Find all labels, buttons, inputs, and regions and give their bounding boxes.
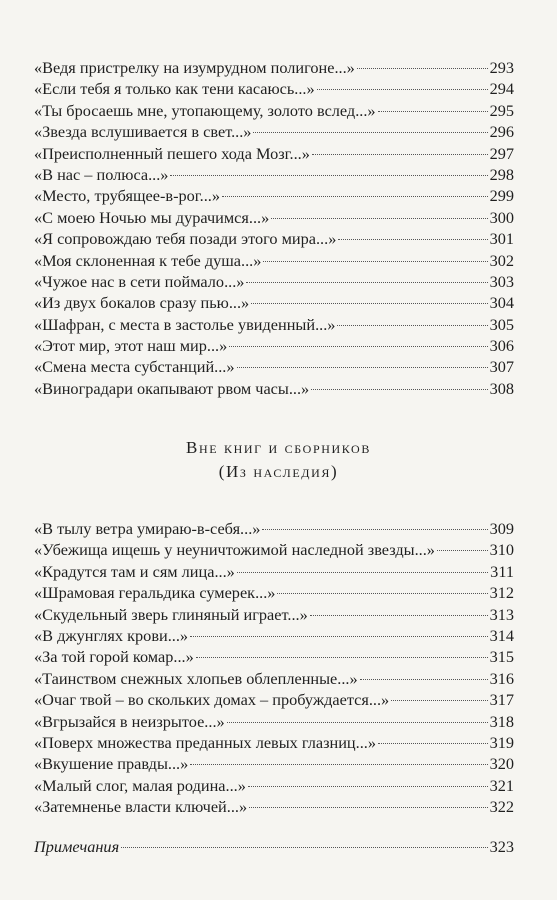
toc-entry-title: Примечания (34, 837, 120, 856)
toc-entry[interactable] (34, 378, 514, 399)
toc-entry[interactable] (34, 314, 514, 335)
toc-entry-title: «Крадутся там и сям лица...» (34, 561, 235, 581)
toc-entry-title: «Малый слог, малая родина...» (34, 775, 246, 795)
toc-entry-title: «Я сопровождаю тебя позади этого мира...» (34, 229, 337, 249)
toc-entry[interactable] (34, 582, 514, 603)
leader-dots (357, 68, 488, 69)
toc-entry-title: «Из двух бокалов сразу пью...» (34, 293, 250, 313)
toc-entry-title: «Шрамовая геральдика сумерек...» (34, 583, 276, 603)
toc-entry-title: «Ты бросаешь мне, утопающему, золото вслед...» (34, 100, 376, 120)
toc-entry-title: «Таинством снежных хлопьев облепленные...» (34, 668, 358, 688)
toc-entry-page: 299 (489, 186, 514, 206)
toc-entry-page: 293 (489, 58, 514, 77)
leader-dots (251, 303, 487, 304)
toc-entry-page: 318 (489, 711, 514, 731)
toc-entry-notes[interactable] (34, 836, 514, 857)
toc-entry-page: 301 (489, 229, 514, 249)
toc-entry-page: 317 (489, 690, 514, 710)
toc-notes (34, 836, 514, 857)
toc-entry[interactable] (34, 689, 514, 710)
toc-entry-title: «Поверх множества преданных левых глазниц...» (34, 732, 377, 752)
toc-entry[interactable] (34, 121, 514, 142)
leader-dots (378, 743, 488, 744)
leader-dots (227, 722, 488, 723)
toc-entry[interactable] (34, 518, 514, 539)
toc-entry[interactable] (34, 561, 514, 582)
toc-entry-page: 296 (489, 122, 514, 142)
toc-entry-page: 303 (489, 271, 514, 291)
toc-entry-title: «За той горой комар...» (34, 647, 194, 667)
leader-dots (222, 196, 488, 197)
leader-dots (310, 615, 488, 616)
leader-dots (311, 389, 487, 390)
toc-entry-title: «Шафран, с места в застолье увиденный...» (34, 314, 336, 334)
toc-entry-title: «Скудельный зверь глиняный играет...» (34, 604, 308, 624)
toc-entry-title: «В джунглях крови...» (34, 625, 189, 645)
toc-entry-title: «С моею Ночью мы дурачимся...» (34, 207, 270, 227)
toc-entry-title: «Убежища ищешь у неуничтожимой наследной звезды...» (34, 540, 435, 560)
toc-entry-title: «Вкушение правды...» (34, 754, 189, 774)
toc-entry-page: 322 (489, 797, 514, 817)
toc-entry[interactable] (34, 143, 514, 164)
toc-entry[interactable] (34, 604, 514, 625)
toc-entry-page: 311 (490, 561, 514, 581)
toc-entry-page: 313 (489, 604, 514, 624)
toc-entry-page: 316 (489, 668, 514, 688)
toc-entry[interactable] (34, 711, 514, 732)
toc-entry-page: 320 (489, 754, 514, 774)
toc-entry-title: «Очаг твой – во скольких домах – пробуждается...» (34, 690, 390, 710)
section-subheading: (Из наследия) (218, 462, 339, 481)
toc-entry-page: 323 (489, 837, 514, 856)
toc-entry[interactable] (34, 100, 514, 121)
leader-dots (229, 346, 487, 347)
leader-dots (437, 550, 488, 551)
leader-dots (263, 261, 487, 262)
toc-entry[interactable] (34, 164, 514, 185)
toc-entry-page: 319 (489, 732, 514, 752)
toc-entry-page: 298 (489, 164, 514, 184)
toc-entry[interactable] (34, 356, 514, 377)
leader-dots (237, 367, 488, 368)
toc-entry-page: 302 (489, 250, 514, 270)
leader-dots (190, 764, 487, 765)
leader-dots (391, 700, 487, 701)
toc-entry-page: 309 (489, 519, 514, 538)
leader-dots (360, 679, 488, 680)
toc-entry-page: 304 (489, 293, 514, 313)
leader-dots (312, 154, 488, 155)
leader-dots (378, 111, 488, 112)
toc-entry-title: «Этот мир, этот наш мир...» (34, 336, 228, 356)
toc-entry[interactable] (34, 625, 514, 646)
toc-entry-page: 305 (489, 314, 514, 334)
leader-dots (253, 132, 487, 133)
leader-dots (237, 572, 488, 573)
leader-dots (262, 529, 487, 530)
toc-entry-title: «В нас – полюса...» (34, 164, 169, 184)
toc-entry[interactable] (34, 668, 514, 689)
toc-entry-title: «Виноградари окапывают рвом часы...» (34, 378, 310, 398)
toc-entry-title: «В тылу ветра умираю-в-себя...» (34, 519, 261, 538)
section-heading: Вне книг и сборников (186, 438, 371, 457)
leader-dots (249, 807, 487, 808)
toc-entry-title: «Чужое нас в сети поймало...» (34, 271, 245, 291)
toc-entry-page: 307 (489, 357, 514, 377)
toc-entry-title: «Если тебя я только как тени касаюсь...» (34, 79, 315, 99)
toc-entry[interactable] (34, 185, 514, 206)
toc-entry-title: «Место, трубящее-в-рог...» (34, 186, 220, 206)
toc-entry-page: 314 (489, 625, 514, 645)
toc-entry-title: «Вгрызайся в неизрытое...» (34, 711, 225, 731)
toc-entry[interactable] (34, 271, 514, 292)
toc-entry-title: «Преисполненный пешего хода Мозг...» (34, 143, 310, 163)
toc-entry-title: «Ведя пристрелку на изумрудном полигоне...» (34, 58, 355, 77)
toc-entry[interactable] (34, 753, 514, 774)
toc-entry-page: 308 (489, 378, 514, 398)
toc-list-main (34, 57, 514, 399)
leader-dots (248, 786, 488, 787)
leader-dots (317, 89, 488, 90)
leader-dots (271, 218, 487, 219)
toc-entry[interactable] (34, 292, 514, 313)
leader-dots (246, 282, 487, 283)
toc-entry[interactable] (34, 57, 514, 78)
leader-dots (337, 325, 487, 326)
toc-entry[interactable] (34, 250, 514, 271)
toc-entry[interactable] (34, 78, 514, 99)
toc-entry[interactable] (34, 228, 514, 249)
leader-dots (170, 175, 487, 176)
toc-entry[interactable] (34, 796, 514, 817)
toc-entry-page: 321 (489, 775, 514, 795)
toc-entry[interactable] (34, 775, 514, 796)
toc-entry-page: 306 (489, 336, 514, 356)
toc-entry-page: 295 (489, 100, 514, 120)
toc-entry-page: 297 (489, 143, 514, 163)
toc-entry-page: 300 (489, 207, 514, 227)
leader-dots (196, 657, 488, 658)
toc-entry-page: 312 (489, 583, 514, 603)
toc-entry[interactable] (34, 646, 514, 667)
toc-entry[interactable] (34, 335, 514, 356)
toc-list-legacy (34, 518, 514, 817)
toc-entry-page: 294 (489, 79, 514, 99)
toc-entry[interactable] (34, 207, 514, 228)
leader-dots (338, 239, 487, 240)
toc-entry-page: 310 (489, 540, 514, 560)
leader-dots (121, 847, 487, 848)
toc-entry-title: «Моя склоненная к тебе душа...» (34, 250, 262, 270)
toc-entry[interactable] (34, 732, 514, 753)
toc-entry-title: «Затемненье власти ключей...» (34, 797, 248, 817)
toc-entry-page: 315 (489, 647, 514, 667)
leader-dots (190, 636, 488, 637)
leader-dots (277, 593, 487, 594)
toc-entry-title: «Звезда вслушивается в свет...» (34, 122, 252, 142)
toc-entry-title: «Смена места субстанций...» (34, 357, 235, 377)
toc-entry[interactable] (34, 539, 514, 560)
